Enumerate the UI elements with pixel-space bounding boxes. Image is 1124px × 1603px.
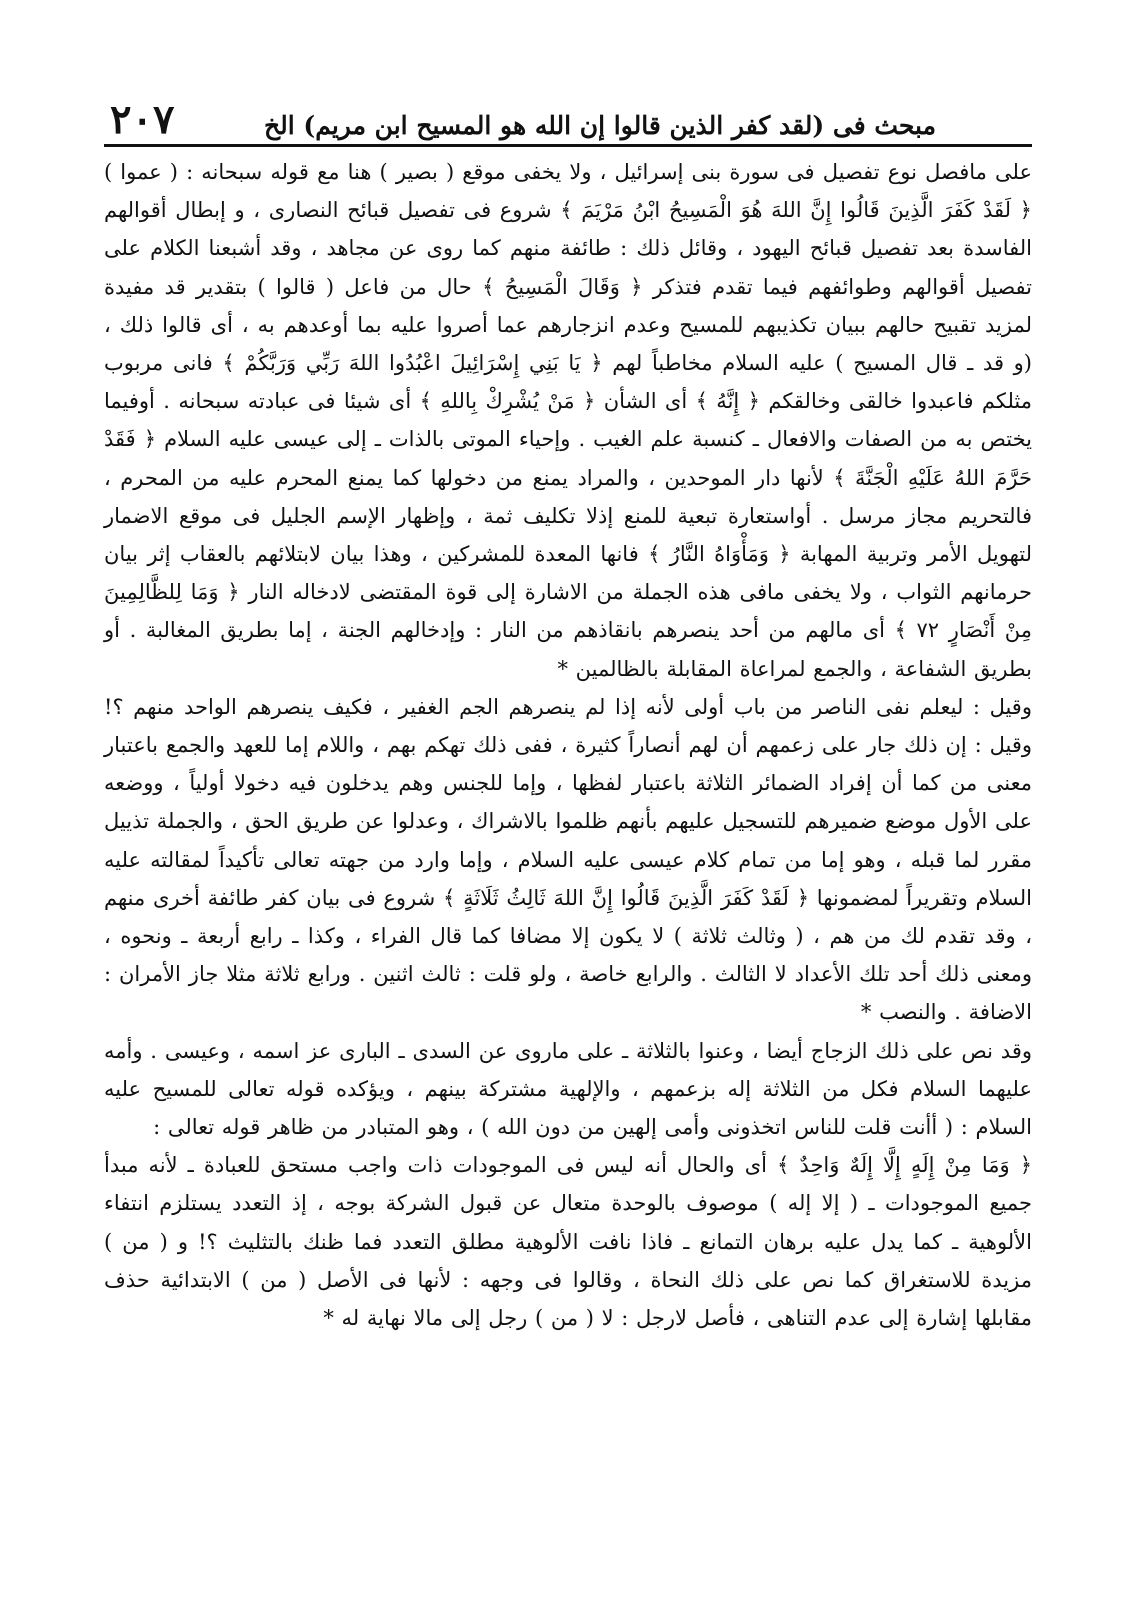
running-header bbox=[104, 88, 1032, 143]
paragraph: وقيل : ليعلم نفى الناصر من باب أولى لأنه إذا لم ينصرهم الجم الغفير ، فكيف ينصرهم الواحد منهم ؟! وقيل : إن ذلك جار على زعمهم أن لهم أنصاراً كثيرة ، ففى ذلك تهكم بهم ، واللام إما للعهد والجمع باعتبار معنى من كما أن إفراد الضمائر الثلاثة باعتبار لفظها ، وإما للجنس وهم يدخلون فيه دخولا أولياً ، ووضعه على الأول موضع ضميرهم للتسجيل عليهم بأنهم ظلموا بالاشراك ، وعدلوا عن طريق الحق ، والجملة تذييل مقرر لما قبله ، وهو إما من تمام كلام عيسى عليه السلام ، وإما وارد من جهته تعالى تأكيداً لمقالته عليه السلام وتقريراً لمضمونها ﴿ لَقَدْ كَفَرَ الَّذِينَ قَالُوا إِنَّ اللهَ ثَالِثُ ثَلَاثَةٍ ﴾ شروع فى بيان كفر طائفة أخرى منهم ، وقد تقدم لك من هم ، ( وثالث ثلاثة ) لا يكون إلا مضافا كما قال الفراء ، وكذا ـ رابع أربعة ـ ونحوه ، ومعنى ذلك أحد تلك الأعداد لا الثالث . والرابع خاصة ، ولو قلت : ثالث اثنين . ورابع ثلاثة مثلا جاز الأمران : الاضافة . والنصب * bbox=[104, 694, 1032, 1025]
header-rule bbox=[104, 144, 1032, 147]
page-body bbox=[104, 153, 1032, 1337]
page-number: ٢٠٧ bbox=[110, 96, 175, 143]
running-title: مبحث فى (لقد كفر الذين قالوا إن الله هو المسيح ابن مريم) الخ bbox=[263, 111, 936, 140]
paragraph: وقد نص على ذلك الزجاج أيضا ، وعنوا بالثلاثة ـ على ماروى عن السدى ـ البارى عز اسمه ، وعيسى . وأمه عليهما السلام فكل من الثلاثة إله بزعمهم ، والإلهية مشتركة بينهم ، ويؤكده قوله تعالى للمسيح عليه السلام : ( أأنت قلت للناس اتخذونى وأمى إلهين من دون الله ) ، وهو المتبادر من ظاهر قوله تعالى : bbox=[104, 1038, 1032, 1140]
paragraph: على مافصل نوع تفصيل فى سورة بنى إسرائيل ، ولا يخفى موقع ( بصير ) هنا مع قوله سبحانه : ( عموا ) ﴿ لَقَدْ كَفَرَ الَّذِينَ قَالُوا إِنَّ اللهَ هُوَ الْمَسِيحُ ابْنُ مَرْيَمَ ﴾ شروع فى تفصيل قبائح النصارى ، و إبطال أقوالهم الفاسدة بعد تفصيل قبائح اليهود ، وقائل ذلك : طائفة منهم كما روى عن مجاهد ، وقد أشبعنا الكلام على تفصيل أقوالهم وطوائفهم فيما تقدم فتذكر ﴿ وَقَالَ الْمَسِيحُ ﴾ حال من فاعل ( قالوا ) بتقدير قد مفيدة لمزيد تقبيح حالهم ببيان تكذيبهم للمسيح وعدم انزجارهم عما أصروا عليه بما أوعدهم به ، أى قالوا ذلك ، (و قد ـ قال المسيح ) عليه السلام مخاطباً لهم ﴿ يَا بَنِي إِسْرَائِيلَ اعْبُدُوا اللهَ رَبِّي وَرَبَّكُمْ ﴾ فانى مربوب مثلكم فاعبدوا خالقى وخالقكم ﴿ إِنَّهُ ﴾ أى الشأن ﴿ مَنْ يُشْرِكْ بِاللهِ ﴾ أى شيئا فى عبادته سبحانه . أوفيما يختص به من الصفات والافعال ـ كنسبة علم الغيب . وإحياء الموتى بالذات ـ إلى عيسى عليه السلام ﴿ فَقَدْ حَرَّمَ اللهُ عَلَيْهِ الْجَنَّةَ ﴾ لأنها دار الموحدين ، والمراد يمنع من دخولها كما يمنع المحرم عليه من المحرم ، فالتحريم مجاز مرسل . أواستعارة تبعية للمنع إذلا تكليف ثمة ، وإظهار الإسم الجليل فى موقع الاضمار لتهويل الأمر وتربية المهابة ﴿ وَمَأْوَاهُ النَّارُ ﴾ فانها المعدة للمشركين ، وهذا بيان لابتلائهم بالعقاب إثر بيان حرمانهم الثواب ، ولا يخفى مافى هذه الجملة من الاشارة إلى قوة المقتضى لادخاله النار ﴿ وَمَا لِلظَّالِمِينَ مِنْ أَنْصَارٍ ٧٢ ﴾ أى مالهم من أحد ينصرهم بانقاذهم من النار : وإدخالهم الجنة ، إما بطريق المغالبة . أو بطريق الشفاعة ، والجمع لمراعاة المقابلة بالظالمين * bbox=[104, 160, 1033, 681]
paragraph: ﴿ وَمَا مِنْ إِلَهٍ إِلَّا إِلَهٌ وَاحِدٌ ﴾ أى والحال أنه ليس فى الموجودات ذات واجب مستحق للعبادة ـ لأنه مبدأ جميع الموجودات ـ ( إلا إله ) موصوف بالوحدة متعال عن قبول الشركة بوجه ، إذ التعدد يستلزم انتفاء الألوهية ـ كما يدل عليه برهان التمانع ـ فاذا نافت الألوهية مطلق التعدد فما ظنك بالتثليث ؟! و ( من ) مزيدة للاستغراق كما نص على ذلك النحاة ، وقالوا فى وجهه : لأنها فى الأصل ( من ) الابتدائية حذف مقابلها إشارة إلى عدم التناهى ، فأصل لارجل : لا ( من ) رجل إلى مالا نهاية له * bbox=[104, 1153, 1032, 1331]
